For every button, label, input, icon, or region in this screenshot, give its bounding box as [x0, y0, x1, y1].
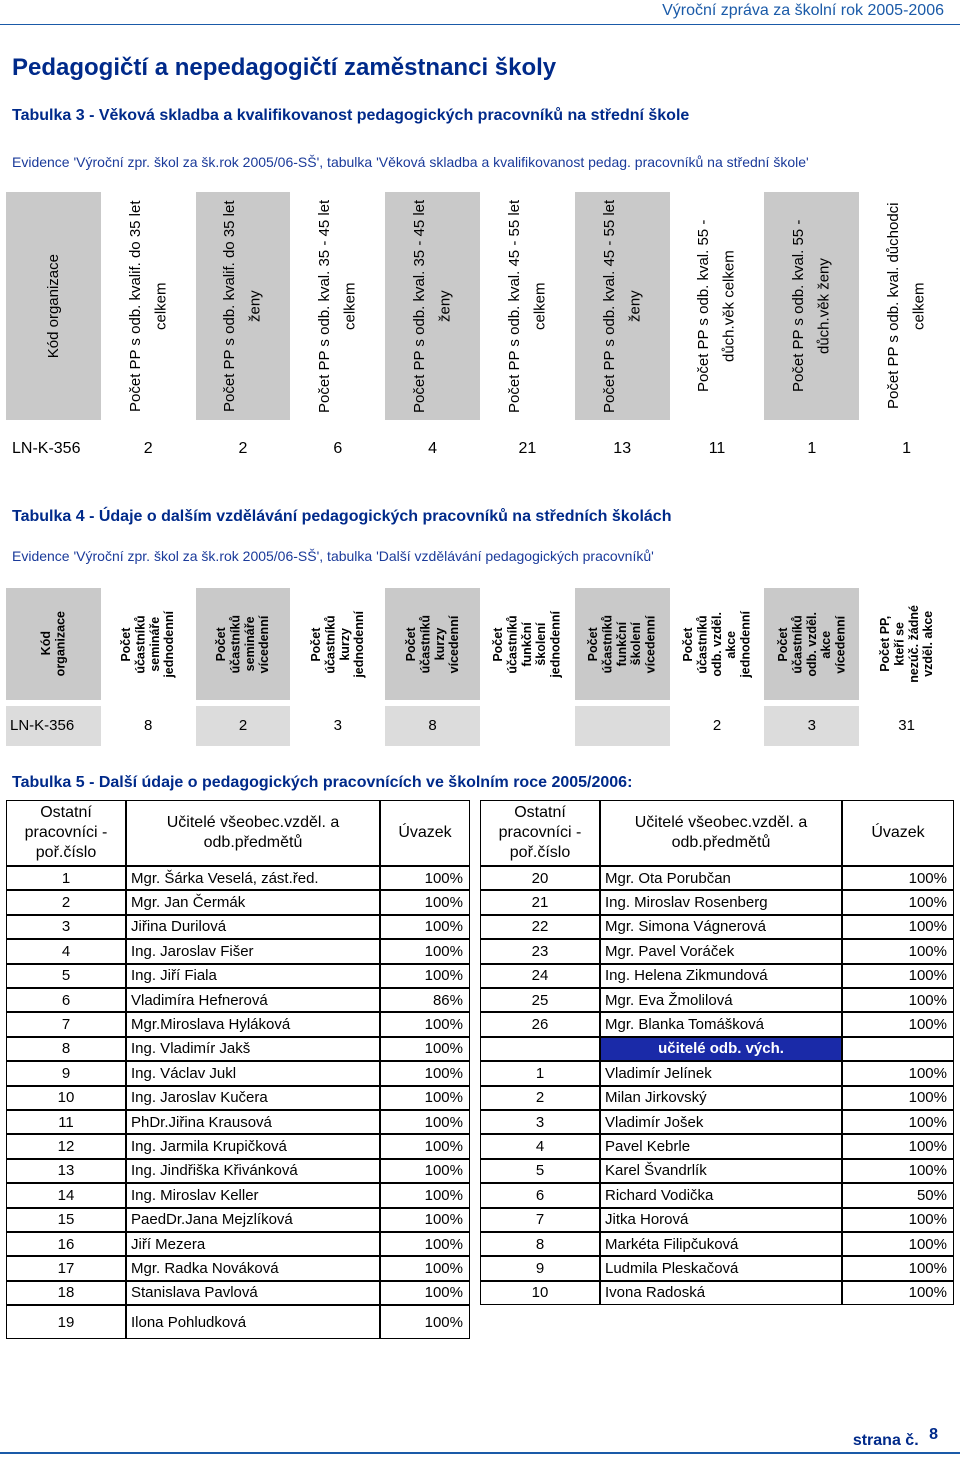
t5-left-num: 13: [6, 1159, 126, 1183]
t5-right-name: Mgr. Ota Porubčan: [600, 866, 842, 890]
t5-left-num: 9: [6, 1061, 126, 1085]
t5-right-num: 24: [480, 964, 600, 988]
section-title: Pedagogičtí a nepedagogičtí zaměstnanci školy: [12, 54, 557, 81]
t5-left-name: Ilona Pohludková: [126, 1305, 380, 1339]
t5-right-num: 25: [480, 988, 600, 1012]
t3-value: 11: [708, 440, 726, 457]
t5-left-num: 2: [6, 890, 126, 914]
t3-value: LN-K-356: [12, 440, 81, 457]
t5-right2-load: 100%: [842, 1061, 954, 1085]
t3-header-label: Počet PP s odb. kvalif. do 35 let celkem: [126, 200, 170, 412]
t5-right-empty-load: [842, 1037, 954, 1061]
t5-right-name: Mgr. Simona Vágnerová: [600, 915, 842, 939]
t5-left-name: Ing. Jindřiška Křivánková: [126, 1159, 380, 1183]
t4-header-label: Počet účastníků kurzy vícedenní: [403, 614, 461, 674]
t5-right2-name: Milan Jirkovský: [600, 1086, 842, 1110]
t5-right-head-name: Učitelé všeobec.vzděl. a odb.předmětů: [600, 800, 842, 866]
t3-value: 13: [613, 440, 632, 457]
t4-value: 3: [764, 706, 859, 746]
t5-right-load: 100%: [842, 964, 954, 988]
t5-right2-load: 50%: [842, 1183, 954, 1207]
t3-value: 6: [333, 440, 343, 457]
footer-rule: [0, 1452, 960, 1454]
t5-left-name: Ing. Vladimír Jakš: [126, 1037, 380, 1061]
t3-header-cell: [290, 192, 385, 420]
t3-header-label: Počet PP s odb. kval. 35 - 45 let celkem: [316, 199, 359, 413]
t5-left-load: 100%: [380, 1159, 470, 1183]
t5-right-load: 100%: [842, 988, 954, 1012]
t5-right2-load: 100%: [842, 1110, 954, 1134]
t5-left-name: Vladimíra Hefnerová: [126, 988, 380, 1012]
t5-left-load: 100%: [380, 915, 470, 939]
t3-header-cell: [859, 192, 954, 420]
t5-right2-load: 100%: [842, 1232, 954, 1256]
t5-right2-num: 5: [480, 1159, 600, 1183]
t5-left-name: Ing. Jaroslav Fišer: [126, 939, 380, 963]
table4-title: Tabulka 4 - Údaje o dalším vzdělávání pedagogických pracovníků na středních školách: [12, 508, 672, 525]
t5-left-load: 100%: [380, 866, 470, 890]
t4-header-cell: [196, 588, 291, 700]
t3-header-cell: [6, 192, 101, 420]
t5-left-load: 86%: [380, 988, 470, 1012]
t5-left-head-num: Ostatní pracovníci - poř.číslo: [6, 800, 126, 866]
t5-left-num: 4: [6, 939, 126, 963]
t5-right2-name: Richard Vodička: [600, 1183, 842, 1207]
t3-header-label: Počet PP s odb. kval. 55 - důch.věk ženy: [790, 219, 833, 393]
t3-header-label: Kód organizace: [44, 253, 62, 359]
t3-header-cell: [385, 192, 480, 420]
t3-header-label: Počet PP s odb. kval. 55 - důch.věk celkem: [695, 219, 738, 393]
t5-left-num: 19: [6, 1305, 126, 1339]
t5-right-name: Ing. Helena Zikmundová: [600, 964, 842, 988]
t5-left-num: 15: [6, 1208, 126, 1232]
t3-header-label: Počet PP s odb. kvalif. do 35 let ženy: [221, 200, 264, 412]
t5-left-load: 100%: [380, 1281, 470, 1305]
t5-left-name: Mgr. Jan Čermák: [126, 890, 380, 914]
t5-right-load: 100%: [842, 890, 954, 914]
t5-left-load: 100%: [380, 939, 470, 963]
t5-left-name: Ing. Jaroslav Kučera: [126, 1086, 380, 1110]
t4-value: 2: [196, 706, 291, 746]
t4-header-label: Kód organizace: [39, 611, 68, 677]
t5-right2-num: 4: [480, 1134, 600, 1158]
t5-left-num: 8: [6, 1037, 126, 1061]
t5-right2-name: Pavel Kebrle: [600, 1134, 842, 1158]
t5-left-num: 11: [6, 1110, 126, 1134]
t5-right2-load: 100%: [842, 1281, 954, 1305]
t5-right2-num: 2: [480, 1086, 600, 1110]
t4-header-label: Počet účastníků odb. vzděl. akce vícedenní: [775, 611, 848, 677]
t5-left-name: Mgr. Šárka Veselá, zást.řed.: [126, 866, 380, 890]
t5-right-name: Mgr. Pavel Voráček: [600, 939, 842, 963]
t4-header-cell: [385, 588, 480, 700]
t5-left-load: 100%: [380, 1012, 470, 1036]
t5-right-num: 22: [480, 915, 600, 939]
t5-right-name: Ing. Miroslav Rosenberg: [600, 890, 842, 914]
t5-right2-num: 1: [480, 1061, 600, 1085]
t5-left-num: 10: [6, 1086, 126, 1110]
t5-left-name: Ing. Václav Jukl: [126, 1061, 380, 1085]
t3-value: 4: [428, 440, 438, 457]
t4-value: 8: [144, 717, 153, 734]
t3-value: 2: [238, 440, 248, 457]
t4-header-label: Počet účastníků semináře jednodenní: [119, 610, 177, 678]
t4-header-cell: [101, 588, 196, 700]
t4-header-cell: [6, 588, 101, 700]
t5-left-load: 100%: [380, 1208, 470, 1232]
t5-right-load: 100%: [842, 1012, 954, 1036]
t4-value: LN-K-356: [6, 706, 101, 746]
t5-left-load: 100%: [380, 1232, 470, 1256]
t5-left-num: 7: [6, 1012, 126, 1036]
t5-right2-name: Karel Švandrlík: [600, 1159, 842, 1183]
t5-left-load: 100%: [380, 890, 470, 914]
t5-right2-load: 100%: [842, 1134, 954, 1158]
t4-value: 2: [712, 717, 722, 734]
t4-header-label: Počet účastníků funkční školení jednodenní: [491, 610, 563, 678]
t5-right-num: 23: [480, 939, 600, 963]
t4-value: [575, 706, 670, 746]
t5-right2-num: 6: [480, 1183, 600, 1207]
table5-title: Tabulka 5 - Další údaje o pedagogických pracovnících ve školním roce 2005/2006:: [12, 774, 633, 791]
t5-left-num: 17: [6, 1256, 126, 1280]
t5-right2-load: 100%: [842, 1086, 954, 1110]
t5-left-name: Jiří Mezera: [126, 1232, 380, 1256]
t3-header-cell: [764, 192, 859, 420]
t5-left-load: 100%: [380, 964, 470, 988]
t5-right-head-load: Úvazek: [842, 800, 954, 866]
t5-left-load: 100%: [380, 1134, 470, 1158]
t4-header-label: Počet účastníků kurzy jednodenní: [309, 610, 367, 678]
t5-left-name: Mgr. Radka Nováková: [126, 1256, 380, 1280]
t5-left-name: Ing. Miroslav Keller: [126, 1183, 380, 1207]
t5-left-num: 3: [6, 915, 126, 939]
t5-right2-num: 9: [480, 1256, 600, 1280]
report-title: Výroční zpráva za školní rok 2005-2006: [662, 2, 944, 19]
t5-right2-name: Ludmila Pleskačová: [600, 1256, 842, 1280]
page-number: 8: [929, 1426, 938, 1443]
t3-header-cell: [480, 192, 575, 420]
table3-title: Tabulka 3 - Věková skladba a kvalifikovanost pedagogických pracovníků na střední škole: [12, 107, 690, 124]
t5-left-name: PhDr.Jiřina Krausová: [126, 1110, 380, 1134]
t5-left-head-name: Učitelé všeobec.vzděl. a odb.předmětů: [126, 800, 380, 866]
t5-left-load: 100%: [380, 1183, 470, 1207]
t5-left-num: 12: [6, 1134, 126, 1158]
t3-header-cell: [101, 192, 196, 420]
t5-right2-name: Ivona Radoská: [600, 1281, 842, 1305]
t5-left-load: 100%: [380, 1110, 470, 1134]
t5-right2-load: 100%: [842, 1159, 954, 1183]
t3-header-cell: [196, 192, 291, 420]
t5-left-load: 100%: [380, 1256, 470, 1280]
t5-left-num: 14: [6, 1183, 126, 1207]
t4-value: 8: [385, 706, 480, 746]
t5-left-name: Ing. Jarmila Krupičková: [126, 1134, 380, 1158]
t5-left-load: 100%: [380, 1037, 470, 1061]
t5-right2-load: 100%: [842, 1256, 954, 1280]
t4-header-label: Počet PP, kteří se nezúč. žádné vzděl. akce: [877, 605, 935, 683]
t5-right-num: 26: [480, 1012, 600, 1036]
t5-right-head-num: Ostatní pracovníci - poř.číslo: [480, 800, 600, 866]
t3-header-cell: [575, 192, 670, 420]
t4-header-label: Počet účastníků funkční školení vícedenní: [586, 614, 658, 674]
t5-left-num: 16: [6, 1232, 126, 1256]
table3-evidence: Evidence 'Výroční zpr. škol za šk.rok 2005/06-SŠ', tabulka 'Věková skladba a kvalifikovanost pedag. pracovníků na střední škole': [12, 154, 809, 170]
t5-right2-name: Vladimír Jošek: [600, 1110, 842, 1134]
t5-right2-name: Jitka Horová: [600, 1208, 842, 1232]
t5-left-num: 5: [6, 964, 126, 988]
t5-right-load: 100%: [842, 939, 954, 963]
t5-right-num: 20: [480, 866, 600, 890]
t5-left-head-load: Úvazek: [380, 800, 470, 866]
t3-value: 1: [902, 440, 912, 457]
t4-header-label: Počet účastníků odb. vzděl. akce jednodenní: [681, 610, 753, 678]
t3-value: 1: [807, 440, 817, 457]
t5-left-name: Mgr.Miroslava Hyláková: [126, 1012, 380, 1036]
t5-left-name: Ing. Jiří Fiala: [126, 964, 380, 988]
t5-right2-name: Vladimír Jelínek: [600, 1061, 842, 1085]
t5-left-load: 100%: [380, 1086, 470, 1110]
t5-left-name: Stanislava Pavlová: [126, 1281, 380, 1305]
section-label-teachers-vocational: učitelé odb. vých.: [600, 1037, 842, 1061]
t3-header-label: Počet PP s odb. kval. 45 - 55 let celkem: [505, 199, 549, 413]
t3-header-label: Počet PP s odb. kval. 35 - 45 let ženy: [411, 199, 454, 413]
t5-right2-name: Markéta Filipčuková: [600, 1232, 842, 1256]
t5-left-name: Jiřina Durilová: [126, 915, 380, 939]
page-footer: [852, 1426, 938, 1450]
t4-header-cell: [670, 588, 765, 700]
header-rule: [0, 24, 960, 25]
t3-value: 2: [143, 440, 153, 457]
t5-right-empty-num: [480, 1037, 600, 1061]
t5-right-name: Mgr. Eva Žmolilová: [600, 988, 842, 1012]
t5-right2-num: 8: [480, 1232, 600, 1256]
t4-value: [480, 706, 575, 746]
t4-header-cell: [575, 588, 670, 700]
t5-right2-load: 100%: [842, 1208, 954, 1232]
t5-right-load: 100%: [842, 866, 954, 890]
t3-header-label: Počet PP s odb. kval. důchodci celkem: [885, 202, 928, 410]
t5-left-name: PaedDr.Jana Mejzlíková: [126, 1208, 380, 1232]
t4-header-cell: [859, 588, 954, 700]
t4-value: 31: [898, 717, 915, 734]
t5-right2-num: 10: [480, 1281, 600, 1305]
t5-left-num: 1: [6, 866, 126, 890]
t5-right-num: 21: [480, 890, 600, 914]
page-label: strana č.: [852, 1432, 919, 1449]
t3-value: 21: [518, 440, 537, 457]
t5-left-num: 6: [6, 988, 126, 1012]
t4-value: 3: [333, 717, 342, 734]
t4-header-cell: [290, 588, 385, 700]
t3-header-cell: [670, 192, 765, 420]
table4-evidence: Evidence 'Výroční zpr. škol za šk.rok 2005/06-SŠ', tabulka 'Další vzdělávání pedagogických pracovníků': [12, 548, 654, 564]
t4-header-cell: [480, 588, 575, 700]
t5-left-num: 18: [6, 1281, 126, 1305]
t5-right-load: 100%: [842, 915, 954, 939]
t5-right2-num: 7: [480, 1208, 600, 1232]
t5-right-name: Mgr. Blanka Tomášková: [600, 1012, 842, 1036]
t3-header-label: Počet PP s odb. kval. 45 - 55 let ženy: [600, 199, 644, 413]
t4-header-label: Počet účastníků semináře vícedenní: [214, 614, 272, 674]
t5-left-load: 100%: [380, 1305, 470, 1339]
t5-left-load: 100%: [380, 1061, 470, 1085]
t4-header-cell: [764, 588, 859, 700]
t5-right2-num: 3: [480, 1110, 600, 1134]
